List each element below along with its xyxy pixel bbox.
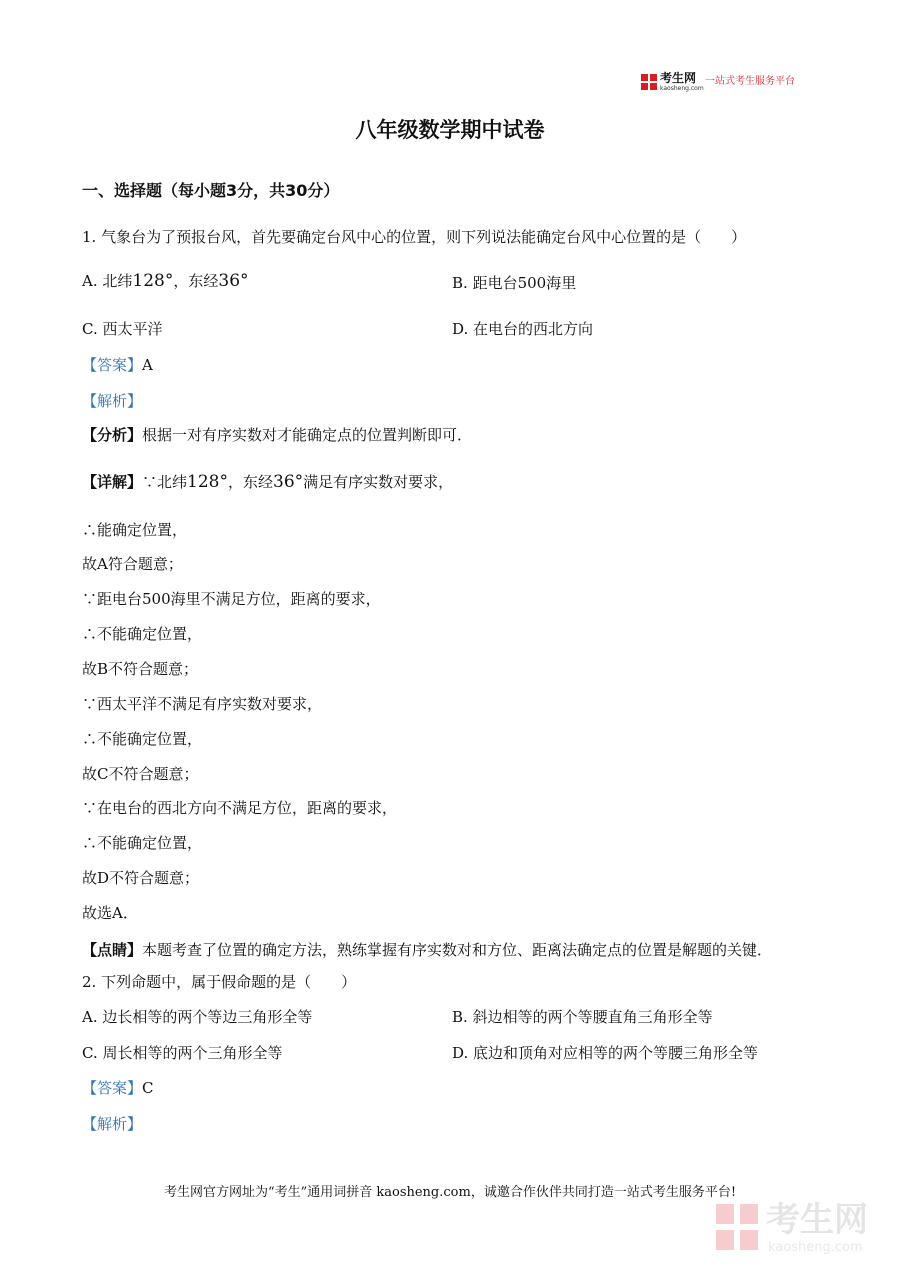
fenxi-text: 根据一对有序实数对才能确定点的位置判断即可． bbox=[142, 426, 473, 444]
q1-xiangjie bbox=[82, 472, 453, 492]
option-text: 边长相等的两个等边三角形全等 bbox=[102, 1008, 313, 1026]
q2-option-b bbox=[452, 1006, 713, 1028]
option-text: 在电台的西北方向 bbox=[473, 320, 594, 338]
page-title: 八年级数学期中试卷 bbox=[355, 118, 545, 142]
q1-line: ∵在电台的西北方向不满足方位，距离的要求， bbox=[82, 799, 398, 817]
q1-line: ∴不能确定位置， bbox=[82, 834, 203, 852]
q1-answer bbox=[82, 355, 153, 375]
q1-line: ∵西太平洋不满足有序实数对要求， bbox=[82, 695, 323, 713]
fenxi-tag: 【分析】 bbox=[82, 426, 143, 444]
q2-stem: 2. 下列命题中，属于假命题的是（ ） bbox=[82, 973, 357, 991]
q1-option-a bbox=[82, 270, 249, 292]
xiangjie-text: ∵北纬 bbox=[142, 473, 188, 491]
watermark-name: 考生网 bbox=[766, 1200, 868, 1240]
option-label: C. bbox=[82, 320, 98, 338]
answer-tag: 【答案】 bbox=[82, 356, 143, 374]
option-text: 西太平洋 bbox=[102, 320, 163, 338]
xiangjie-tag: 【详解】 bbox=[82, 473, 143, 491]
q1-line: ∴能确定位置， bbox=[82, 521, 188, 539]
q1-stem: 1. 气象台为了预报台风，首先要确定台风中心的位置，则下列说法能确定台风中心位置的是（ ） bbox=[82, 228, 747, 246]
watermark-cross-icon bbox=[716, 1204, 760, 1250]
xiangjie-number: 36° bbox=[273, 472, 304, 492]
option-number: 36° bbox=[218, 271, 249, 291]
option-text: 北纬 bbox=[102, 272, 133, 290]
xiangjie-number: 128° bbox=[187, 472, 228, 492]
q2-option-c bbox=[82, 1042, 283, 1064]
q1-dianjing bbox=[82, 940, 772, 960]
q2-option-d bbox=[452, 1042, 758, 1064]
option-label: C. bbox=[82, 1044, 98, 1062]
option-label: A. bbox=[82, 1008, 98, 1026]
logo-name: 考生网 bbox=[660, 71, 697, 85]
dianjing-text: 本题考查了位置的确定方法，熟练掌握有序实数对和方位、距离法确定点的位置是解题的关键． bbox=[142, 941, 773, 959]
option-label: A. bbox=[82, 272, 98, 290]
option-text: 斜边相等的两个等腰直角三角形全等 bbox=[472, 1008, 713, 1026]
q1-option-d bbox=[452, 318, 593, 340]
xiangjie-text: 满足有序实数对要求， bbox=[303, 473, 454, 491]
watermark-logo bbox=[716, 1200, 886, 1260]
option-number: 128° bbox=[132, 271, 174, 291]
q1-line: ∴不能确定位置， bbox=[82, 625, 203, 643]
q1-line: 故B不符合题意； bbox=[82, 660, 199, 678]
q1-fenxi bbox=[82, 425, 472, 445]
option-label: D. bbox=[452, 320, 469, 338]
answer-value: C bbox=[142, 1079, 154, 1097]
q1-option-c bbox=[82, 318, 163, 340]
xiangjie-text: ，东经 bbox=[227, 473, 273, 491]
header-logo bbox=[641, 72, 801, 94]
page-footer: 考生网官方网址为“考生”通用词拼音 kaosheng.com，诚邀合作伙伴共同打造一站式考生服务平台! bbox=[163, 1185, 737, 1200]
section-title: 一、选择题（每小题3分，共30分） bbox=[82, 181, 340, 200]
q1-line: 故选A． bbox=[82, 904, 138, 922]
option-label: D. bbox=[452, 1044, 469, 1062]
q2-option-a bbox=[82, 1006, 312, 1028]
watermark-domain: kaosheng.com bbox=[768, 1240, 863, 1255]
option-text: ，东经 bbox=[173, 272, 219, 290]
q2-analysis-tag: 【解析】 bbox=[82, 1115, 143, 1133]
q1-analysis-tag: 【解析】 bbox=[82, 392, 143, 410]
logo-cross-icon bbox=[641, 74, 657, 90]
logo-domain: kaosheng.com bbox=[660, 85, 704, 92]
answer-value: A bbox=[142, 356, 153, 374]
q1-option-b bbox=[452, 272, 576, 294]
dianjing-tag: 【点睛】 bbox=[82, 941, 143, 959]
q2-answer bbox=[82, 1078, 154, 1098]
option-label: B. bbox=[452, 1008, 468, 1026]
option-text: 距电台500海里 bbox=[472, 274, 577, 292]
answer-tag: 【答案】 bbox=[82, 1079, 143, 1097]
logo-slogan: 一站式考生服务平台 bbox=[705, 76, 795, 87]
q1-line: 故A符合题意； bbox=[82, 555, 183, 573]
q1-line: ∵距电台500海里不满足方位，距离的要求， bbox=[82, 590, 381, 608]
option-label: B. bbox=[452, 274, 468, 292]
q1-line: ∴不能确定位置， bbox=[82, 730, 203, 748]
q1-line: 故D不符合题意； bbox=[82, 869, 200, 887]
option-text: 周长相等的两个三角形全等 bbox=[102, 1044, 283, 1062]
option-text: 底边和顶角对应相等的两个等腰三角形全等 bbox=[473, 1044, 759, 1062]
q1-line: 故C不符合题意； bbox=[82, 765, 199, 783]
